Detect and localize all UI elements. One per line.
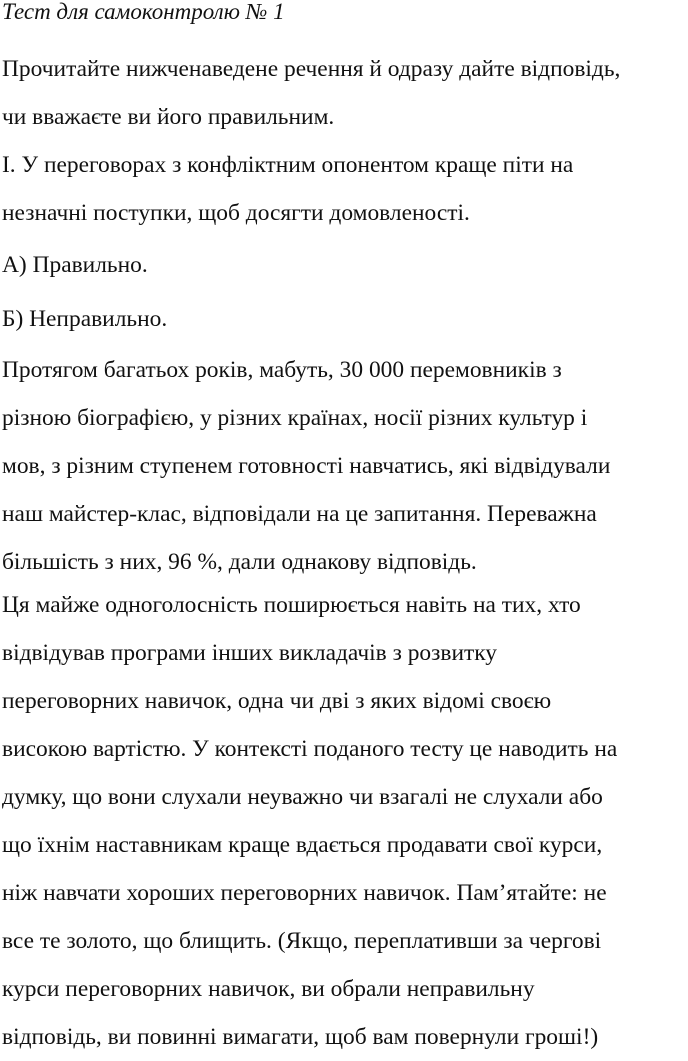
paragraph-line: ніж навчати хороших переговорних навичок. Пам’ятайте: не — [2, 880, 607, 906]
paragraph-line: високою вартістю. У контексті поданого тесту це наводить на — [2, 736, 618, 762]
paragraph-line: Ця майже одноголосність поширюється навіть на тих, хто — [2, 592, 581, 618]
paragraph-line: незначні поступки, щоб досягти домовленості. — [2, 200, 470, 226]
paragraph-line: думку, що вони слухали неуважно чи взагалі не слухали або — [2, 784, 603, 810]
results-paragraph — [2, 346, 688, 586]
instruction-paragraph — [2, 45, 688, 141]
option-b-paragraph — [2, 295, 688, 343]
paragraph-line: А) Правильно. — [2, 252, 148, 278]
test-heading: Тест для самоконтролю № 1 — [2, 0, 285, 24]
commentary-paragraph — [2, 581, 688, 1061]
statement-paragraph — [2, 141, 688, 237]
paragraph-line: відповідь, ви повинні вимагати, щоб вам повернули гроші!) — [2, 1024, 599, 1050]
option-a-paragraph — [2, 241, 688, 289]
paragraph-line: мов, з різним ступенем готовності навчатись, які відвідували — [2, 453, 611, 479]
paragraph-line: більшість з них, 96 %, дали однакову відповідь. — [2, 549, 477, 575]
paragraph-line: Протягом багатьох років, мабуть, 30 000 перемовників з — [2, 357, 562, 383]
paragraph-line: різною біографією, у різних країнах, носії різних культур і — [2, 405, 588, 431]
paragraph-line: що їхнім наставникам краще вдається продавати свої курси, — [2, 832, 603, 858]
paragraph-line: все те золото, що блищить. (Якщо, переплативши за чергові — [2, 928, 602, 954]
paragraph-line: Б) Неправильно. — [2, 306, 168, 332]
paragraph-line: чи вважаєте ви його правильним. — [2, 104, 335, 130]
paragraph-line: І. У переговорах з конфліктним опонентом краще піти на — [2, 152, 574, 178]
paragraph-line: наш майстер-клас, відповідали на це запитання. Переважна — [2, 501, 597, 527]
paragraph-line: курси переговорних навичок, ви обрали неправильну — [2, 976, 535, 1002]
paragraph-line: переговорних навичок, одна чи дві з яких відомі своєю — [2, 688, 552, 714]
paragraph-line: відвідував програми інших викладачів з розвитку — [2, 640, 498, 666]
paragraph-line: Прочитайте нижченаведене речення й одразу дайте відповідь, — [2, 56, 621, 82]
